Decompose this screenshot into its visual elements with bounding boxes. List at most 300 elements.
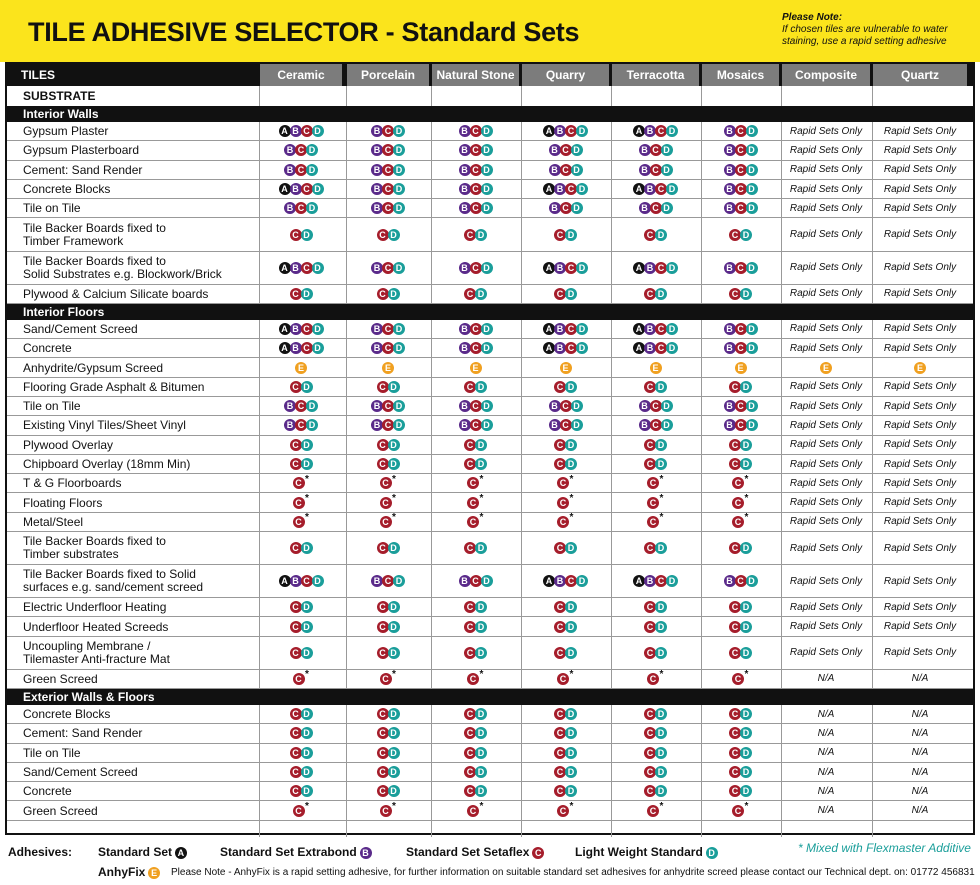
table-cell: [612, 598, 699, 616]
adhesive-d-icon: D: [655, 708, 667, 720]
adhesive-d-icon: D: [393, 262, 405, 274]
column-header-terracotta: Terracotta: [609, 64, 699, 86]
cell-text: Rapid Sets Only: [789, 229, 863, 240]
adhesive-d-icon: D: [301, 785, 313, 797]
adhesive-b-icon: B: [459, 323, 471, 335]
table-cell: [702, 285, 779, 303]
table-cell: [782, 617, 870, 635]
cell-text: Rapid Sets Only: [789, 381, 863, 393]
adhesive-d-icon: D: [312, 323, 324, 335]
table-cell: [260, 285, 342, 303]
adhesive-c-icon: C: [464, 542, 476, 554]
adhesive-d-icon: D: [388, 601, 400, 613]
adhesive-b-icon: B: [724, 164, 736, 176]
table-row: [7, 161, 973, 180]
table-cell: [432, 416, 519, 434]
table-row: [7, 670, 973, 689]
adhesive-c-icon: C: [377, 439, 389, 451]
row-label: Metal/Steel: [23, 514, 84, 529]
cell-text: Rapid Sets Only: [883, 342, 957, 354]
table-cell: [522, 802, 609, 820]
cell-text: N/A: [911, 805, 929, 817]
table-cell: [347, 141, 429, 159]
adhesive-c-icon: C: [557, 805, 569, 817]
table-cell: [522, 532, 609, 564]
adhesive-b-icon: B: [644, 183, 656, 195]
table-cell: [432, 705, 519, 723]
adhesive-d-icon: D: [746, 575, 758, 587]
table-cell: [782, 358, 870, 376]
title-banner: [0, 0, 980, 62]
table-cell: [522, 320, 609, 338]
badge-b-icon: B: [360, 847, 372, 859]
adhesive-d-icon: D: [655, 229, 667, 241]
adhesive-b-icon: B: [724, 342, 736, 354]
asterisk-mark: *: [659, 473, 664, 485]
adhesive-d-icon: D: [565, 229, 577, 241]
adhesive-c-icon: C: [565, 323, 577, 335]
adhesive-d-icon: D: [301, 647, 313, 659]
row-label: Cement: Sand Render: [23, 162, 143, 177]
adhesive-b-icon: B: [644, 342, 656, 354]
adhesive-b-icon: B: [554, 125, 566, 137]
table-cell: [260, 397, 342, 415]
table-cell: [782, 252, 870, 284]
cell-text: N/A: [817, 785, 835, 797]
asterisk-mark: *: [744, 473, 749, 485]
adhesive-c-icon: C: [644, 458, 656, 470]
adhesive-b-icon: B: [371, 125, 383, 137]
adhesive-d-icon: D: [565, 381, 577, 393]
adhesive-c-icon: C: [470, 575, 482, 587]
adhesive-b-icon: B: [371, 144, 383, 156]
adhesive-e-icon: E: [650, 362, 662, 374]
legend-extrabond: [220, 845, 371, 859]
table-cell: [873, 532, 967, 564]
table-cell: [522, 161, 609, 179]
adhesive-d-icon: D: [661, 419, 673, 431]
adhesive-b-icon: B: [554, 342, 566, 354]
table-cell: [347, 763, 429, 781]
row-label: Tilemaster Anti-fracture Mat: [23, 651, 170, 666]
adhesive-d-icon: D: [740, 766, 752, 778]
table-cell: [612, 617, 699, 635]
adhesive-c-icon: C: [470, 419, 482, 431]
table-cell: [873, 705, 967, 723]
table-cell: [260, 199, 342, 217]
table-cell: [782, 161, 870, 179]
cell-text: Rapid Sets Only: [789, 323, 863, 335]
adhesive-c-icon: C: [554, 647, 566, 659]
adhesive-c-icon: C: [650, 164, 662, 176]
adhesive-d-icon: D: [576, 125, 588, 137]
table-cell: [612, 219, 699, 251]
adhesive-a-icon: A: [279, 323, 291, 335]
table-cell: [702, 180, 779, 198]
adhesive-a-icon: A: [279, 125, 291, 137]
adhesive-d-icon: D: [388, 621, 400, 633]
table-cell: [612, 455, 699, 473]
table-cell: [260, 744, 342, 762]
cell-text: Rapid Sets Only: [883, 458, 957, 470]
adhesive-c-icon: C: [729, 288, 741, 300]
adhesive-d-icon: D: [666, 262, 678, 274]
table-cell: [612, 180, 699, 198]
adhesive-d-icon: D: [746, 400, 758, 412]
adhesive-c-icon: C: [729, 601, 741, 613]
adhesive-c-icon: C: [377, 785, 389, 797]
table-cell: [432, 744, 519, 762]
adhesive-c-icon: C: [301, 262, 313, 274]
adhesive-d-icon: D: [388, 458, 400, 470]
table-cell: [347, 565, 429, 597]
asterisk-mark: *: [659, 493, 664, 505]
asterisk-mark: *: [659, 512, 664, 524]
adhesive-d-icon: D: [301, 381, 313, 393]
adhesive-c-icon: C: [647, 673, 659, 685]
adhesive-c-icon: C: [377, 747, 389, 759]
table-cell: [260, 763, 342, 781]
adhesive-b-icon: B: [639, 202, 651, 214]
adhesive-c-icon: C: [290, 542, 302, 554]
adhesive-c-icon: C: [644, 747, 656, 759]
adhesive-d-icon: D: [388, 708, 400, 720]
table-cell: [347, 532, 429, 564]
column-header-quartz: Quartz: [870, 64, 967, 86]
adhesive-d-icon: D: [481, 575, 493, 587]
adhesive-d-icon: D: [475, 439, 487, 451]
adhesive-c-icon: C: [295, 400, 307, 412]
adhesive-d-icon: D: [475, 381, 487, 393]
adhesive-b-icon: B: [724, 323, 736, 335]
adhesive-d-icon: D: [393, 342, 405, 354]
row-label: Chipboard Overlay (18mm Min): [23, 457, 191, 472]
table-cell: [873, 252, 967, 284]
asterisk-mark: *: [479, 669, 484, 681]
asterisk-mark: *: [392, 669, 396, 681]
adhesive-a-icon: A: [543, 262, 555, 274]
table-cell: [432, 219, 519, 251]
adhesive-c-icon: C: [377, 542, 389, 554]
adhesive-d-icon: D: [312, 262, 324, 274]
row-label: Plywood & Calcium Silicate boards: [23, 286, 209, 301]
adhesive-d-icon: D: [481, 144, 493, 156]
adhesive-b-icon: B: [371, 183, 383, 195]
adhesive-c-icon: C: [732, 805, 744, 817]
table-cell: [612, 670, 699, 688]
adhesive-d-icon: D: [565, 766, 577, 778]
selector-table: [5, 62, 975, 835]
adhesive-b-icon: B: [724, 400, 736, 412]
row-label: Solid Substrates e.g. Blockwork/Brick: [23, 266, 222, 281]
adhesive-e-icon: E: [560, 362, 572, 374]
column-header-ceramic: Ceramic: [257, 64, 342, 86]
table-cell: [432, 532, 519, 564]
table-cell: [873, 378, 967, 396]
adhesive-c-icon: C: [377, 708, 389, 720]
adhesive-d-icon: D: [301, 542, 313, 554]
cell-text: Rapid Sets Only: [883, 229, 957, 240]
adhesive-c-icon: C: [467, 673, 479, 685]
adhesive-c-icon: C: [554, 229, 566, 241]
adhesive-d-icon: D: [393, 419, 405, 431]
adhesive-c-icon: C: [644, 439, 656, 451]
adhesive-b-icon: B: [549, 202, 561, 214]
table-cell: [873, 199, 967, 217]
table-row: [7, 320, 973, 339]
row-label: Concrete: [23, 784, 72, 799]
adhesive-d-icon: D: [655, 439, 667, 451]
table-row: [7, 532, 973, 565]
adhesive-c-icon: C: [382, 262, 394, 274]
table-cell: [782, 141, 870, 159]
table-cell: [612, 474, 699, 492]
adhesive-c-icon: C: [464, 747, 476, 759]
row-label: Anhydrite/Gypsum Screed: [23, 360, 164, 375]
adhesive-d-icon: D: [388, 647, 400, 659]
table-cell: [702, 339, 779, 357]
row-label: Tile Backer Boards fixed to: [23, 220, 166, 235]
row-label: Electric Underfloor Heating: [23, 600, 167, 615]
adhesive-d-icon: D: [661, 202, 673, 214]
adhesive-a-icon: A: [279, 262, 291, 274]
row-label: Concrete: [23, 341, 72, 356]
adhesive-b-icon: B: [549, 400, 561, 412]
cell-text: Rapid Sets Only: [883, 419, 957, 431]
table-row: [7, 494, 973, 513]
table-cell: [782, 598, 870, 616]
adhesive-d-icon: D: [565, 747, 577, 759]
table-cell: [432, 436, 519, 454]
table-cell: [702, 513, 779, 531]
mixed-note: * Mixed with Flexmaster Additive: [798, 841, 971, 855]
adhesive-c-icon: C: [464, 229, 476, 241]
table-cell: [612, 320, 699, 338]
adhesive-d-icon: D: [746, 262, 758, 274]
cell-text: Rapid Sets Only: [883, 125, 957, 137]
row-label: Cement: Sand Render: [23, 726, 143, 741]
adhesive-b-icon: B: [644, 262, 656, 274]
table-cell: [782, 532, 870, 564]
adhesive-d-icon: D: [388, 439, 400, 451]
adhesive-c-icon: C: [377, 727, 389, 739]
adhesive-c-icon: C: [655, 262, 667, 274]
asterisk-mark: *: [305, 801, 309, 813]
adhesive-d-icon: D: [746, 144, 758, 156]
adhesive-c-icon: C: [293, 477, 305, 489]
cell-text: Rapid Sets Only: [789, 542, 863, 554]
adhesive-c-icon: C: [735, 400, 747, 412]
adhesive-c-icon: C: [554, 708, 566, 720]
adhesive-c-icon: C: [382, 183, 394, 195]
adhesive-d-icon: D: [301, 727, 313, 739]
cell-text: Rapid Sets Only: [789, 262, 863, 273]
adhesive-a-icon: A: [543, 125, 555, 137]
adhesive-d-icon: D: [475, 766, 487, 778]
adhesive-d-icon: D: [740, 458, 752, 470]
adhesive-b-icon: B: [724, 144, 736, 156]
cell-text: Rapid Sets Only: [789, 202, 863, 214]
table-cell: [432, 763, 519, 781]
adhesive-d-icon: D: [565, 288, 577, 300]
table-cell: [432, 320, 519, 338]
adhesive-c-icon: C: [735, 164, 747, 176]
cell-text: Rapid Sets Only: [883, 262, 957, 273]
adhesive-a-icon: A: [279, 183, 291, 195]
table-cell: [612, 763, 699, 781]
cell-text: Rapid Sets Only: [789, 477, 863, 489]
adhesive-d-icon: D: [306, 164, 318, 176]
adhesive-c-icon: C: [644, 542, 656, 554]
adhesive-b-icon: B: [371, 342, 383, 354]
table-cell: [432, 617, 519, 635]
adhesive-c-icon: C: [382, 164, 394, 176]
table-cell: [612, 802, 699, 820]
adhesive-c-icon: C: [382, 323, 394, 335]
adhesive-d-icon: D: [740, 747, 752, 759]
table-cell: [782, 705, 870, 723]
adhesive-d-icon: D: [666, 575, 678, 587]
table-row: [7, 122, 973, 141]
table-cell: [873, 763, 967, 781]
table-cell: [873, 670, 967, 688]
adhesive-c-icon: C: [644, 766, 656, 778]
adhesive-b-icon: B: [724, 262, 736, 274]
adhesive-a-icon: A: [279, 342, 291, 354]
section-title: Interior Floors: [23, 304, 105, 319]
table-cell: [432, 724, 519, 742]
adhesive-c-icon: C: [644, 708, 656, 720]
adhesive-d-icon: D: [655, 785, 667, 797]
table-cell: [702, 219, 779, 251]
cell-text: N/A: [817, 727, 835, 739]
adhesive-c-icon: C: [464, 601, 476, 613]
table-cell: [702, 782, 779, 800]
table-cell: [702, 455, 779, 473]
table-cell: [522, 455, 609, 473]
table-cell: [612, 199, 699, 217]
table-cell: [612, 637, 699, 669]
adhesive-d-icon: D: [666, 183, 678, 195]
adhesive-d-icon: D: [655, 747, 667, 759]
adhesive-c-icon: C: [732, 673, 744, 685]
adhesive-d-icon: D: [301, 747, 313, 759]
adhesive-d-icon: D: [388, 288, 400, 300]
adhesive-c-icon: C: [295, 202, 307, 214]
asterisk-mark: *: [659, 669, 664, 681]
table-row: [7, 455, 973, 474]
table-cell: [612, 122, 699, 140]
adhesive-d-icon: D: [655, 727, 667, 739]
table-row: [7, 744, 973, 763]
adhesive-d-icon: D: [655, 766, 667, 778]
table-cell: [347, 802, 429, 820]
adhesive-b-icon: B: [459, 202, 471, 214]
adhesive-d-icon: D: [481, 125, 493, 137]
adhesive-d-icon: D: [740, 727, 752, 739]
adhesive-b-icon: B: [459, 262, 471, 274]
adhesive-c-icon: C: [647, 805, 659, 817]
adhesive-a-icon: A: [633, 342, 645, 354]
cell-text: Rapid Sets Only: [883, 542, 957, 554]
adhesive-c-icon: C: [729, 766, 741, 778]
table-cell: [612, 339, 699, 357]
adhesive-d-icon: D: [393, 202, 405, 214]
adhesive-c-icon: C: [377, 458, 389, 470]
table-cell: [260, 474, 342, 492]
table-cell: [612, 397, 699, 415]
table-cell: [873, 141, 967, 159]
table-cell: [702, 436, 779, 454]
table-cell: [782, 436, 870, 454]
table-cell: [260, 122, 342, 140]
adhesive-c-icon: C: [467, 516, 479, 528]
table-row: [7, 180, 973, 199]
adhesive-d-icon: D: [565, 785, 577, 797]
adhesive-d-icon: D: [481, 202, 493, 214]
adhesive-c-icon: C: [554, 439, 566, 451]
adhesive-c-icon: C: [290, 439, 302, 451]
table-cell: [432, 358, 519, 376]
cell-text: Rapid Sets Only: [789, 621, 863, 633]
adhesive-c-icon: C: [295, 164, 307, 176]
cell-text: Rapid Sets Only: [789, 516, 863, 528]
cell-text: Rapid Sets Only: [789, 458, 863, 470]
adhesive-b-icon: B: [290, 262, 302, 274]
table-cell: [522, 763, 609, 781]
table-cell: [702, 532, 779, 564]
adhesive-d-icon: D: [393, 575, 405, 587]
table-cell: [347, 285, 429, 303]
adhesive-c-icon: C: [557, 497, 569, 509]
column-header-porcelain: Porcelain: [344, 64, 429, 86]
adhesive-b-icon: B: [724, 202, 736, 214]
adhesive-b-icon: B: [459, 144, 471, 156]
adhesive-c-icon: C: [554, 747, 566, 759]
table-cell: [522, 141, 609, 159]
adhesive-c-icon: C: [735, 183, 747, 195]
adhesive-c-icon: C: [470, 164, 482, 176]
adhesive-b-icon: B: [549, 164, 561, 176]
adhesive-d-icon: D: [481, 164, 493, 176]
adhesive-d-icon: D: [306, 144, 318, 156]
adhesive-c-icon: C: [290, 708, 302, 720]
adhesive-c-icon: C: [735, 342, 747, 354]
adhesive-c-icon: C: [729, 727, 741, 739]
table-cell: [612, 285, 699, 303]
table-cell: [522, 598, 609, 616]
adhesive-c-icon: C: [464, 766, 476, 778]
adhesive-e-icon: E: [295, 362, 307, 374]
adhesive-c-icon: C: [560, 144, 572, 156]
row-label: Floating Floors: [23, 495, 103, 510]
table-cell: [612, 416, 699, 434]
table-cell: [782, 180, 870, 198]
table-cell: [432, 637, 519, 669]
adhesive-b-icon: B: [284, 164, 296, 176]
adhesive-d-icon: D: [565, 458, 577, 470]
adhesive-d-icon: D: [393, 125, 405, 137]
adhesive-b-icon: B: [371, 575, 383, 587]
table-cell: [873, 161, 967, 179]
table-cell: [260, 436, 342, 454]
asterisk-mark: *: [659, 801, 664, 813]
adhesive-c-icon: C: [655, 183, 667, 195]
adhesive-c-icon: C: [650, 202, 662, 214]
adhesive-d-icon: D: [746, 183, 758, 195]
table-cell: [260, 637, 342, 669]
adhesive-b-icon: B: [639, 400, 651, 412]
